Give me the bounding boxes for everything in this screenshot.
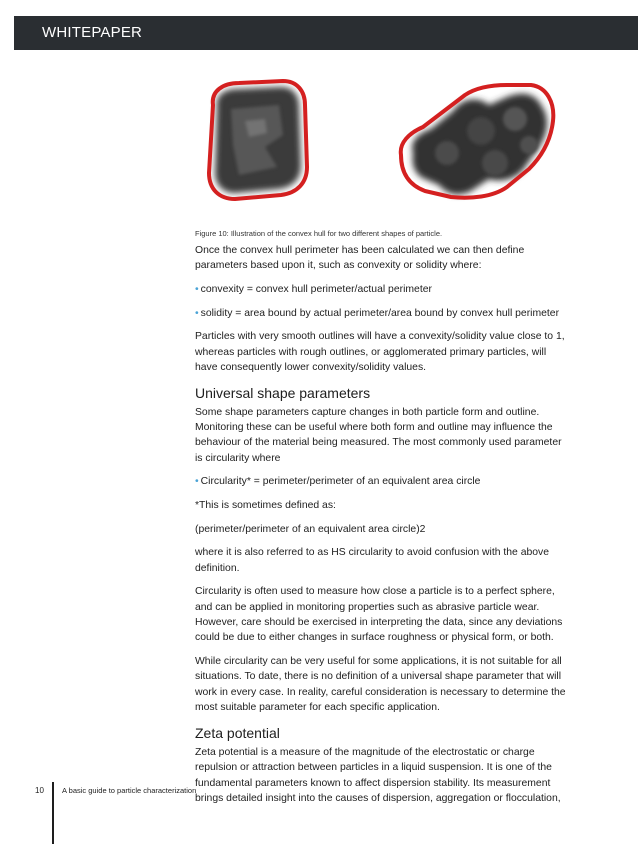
- section-heading-zeta-potential: Zeta potential: [195, 724, 280, 741]
- main-content: [195, 243, 570, 815]
- bullet-text: convexity = convex hull perimeter/actual perimeter: [200, 284, 432, 295]
- bullet-item-solidity: [195, 306, 570, 321]
- particle-illustration: [195, 75, 565, 215]
- paragraph: While circularity can be very useful for some applications, it is not suitable for all situations. To date, there is no definition of a universal shape parameter that will work in every case. In reality, careful consideration is necessary to determine the most suitable parameter for each specific application.: [195, 656, 566, 714]
- bullet-text: Circularity* = perimeter/perimeter of an equivalent area circle: [200, 476, 481, 488]
- particle-1: [215, 87, 301, 193]
- header-title: WHITEPAPER: [42, 24, 143, 41]
- paragraph: Particles with very smooth outlines will have a convexity/solidity value close to 1, whereas particles with rough outlines, or agglomerated primary particles, will have consequently lower convexity/solidity values.: [195, 331, 565, 373]
- bullet-item-convexity: [195, 282, 570, 297]
- footer-divider: [52, 782, 54, 844]
- bullet-dot-icon: •: [195, 307, 199, 319]
- bullet-item-circularity: [195, 474, 570, 489]
- bullet-text: solidity = area bound by actual perimeter/area bound by convex hull perimeter: [200, 307, 560, 319]
- paragraph: Some shape parameters capture changes in both particle form and outline. Monitoring these can be useful where both form and outline may influence the behaviour of the material being measured. The most commonly used parameter is circularity where: [195, 406, 562, 464]
- footer-title: A basic guide to particle characterization: [62, 786, 197, 795]
- particle-2: [412, 94, 547, 195]
- paragraph: Once the convex hull perimeter has been calculated we can then define parameters based upon it, such as convexity or solidity where:: [195, 245, 525, 272]
- bullet-dot-icon: •: [195, 284, 199, 295]
- paragraph: (perimeter/perimeter of an equivalent area circle)2: [195, 523, 426, 535]
- paragraph: where it is also referred to as HS circularity to avoid confusion with the above definition.: [195, 547, 550, 574]
- section-heading-universal-shape: Universal shape parameters: [195, 384, 371, 401]
- page-number: 10: [35, 786, 44, 795]
- paragraph: Zeta potential is a measure of the magnitude of the electrostatic or charge repulsion or attraction between particles in a liquid suspension. It is one of the fundamental parameters known to affect dispersion stability. Its measurement brings detailed insight into the causes of dispersion, aggregation or flocculation,: [195, 746, 561, 805]
- header-bar: [14, 16, 638, 50]
- bullet-dot-icon: •: [195, 476, 199, 488]
- paragraph: Circularity is often used to measure how close a particle is to a perfect sphere, and can be applied in monitoring properties such as abrasive particle wear. However, care should be exercised in interpreting the data, since any deviations could be due to either changes in surface roughness or physical form, or both.: [195, 586, 563, 644]
- paragraph: *This is sometimes defined as:: [195, 500, 336, 511]
- figure-convex-hull: [195, 75, 565, 215]
- figure-caption: Figure 10: Illustration of the convex hull for two different shapes of particle.: [195, 229, 443, 238]
